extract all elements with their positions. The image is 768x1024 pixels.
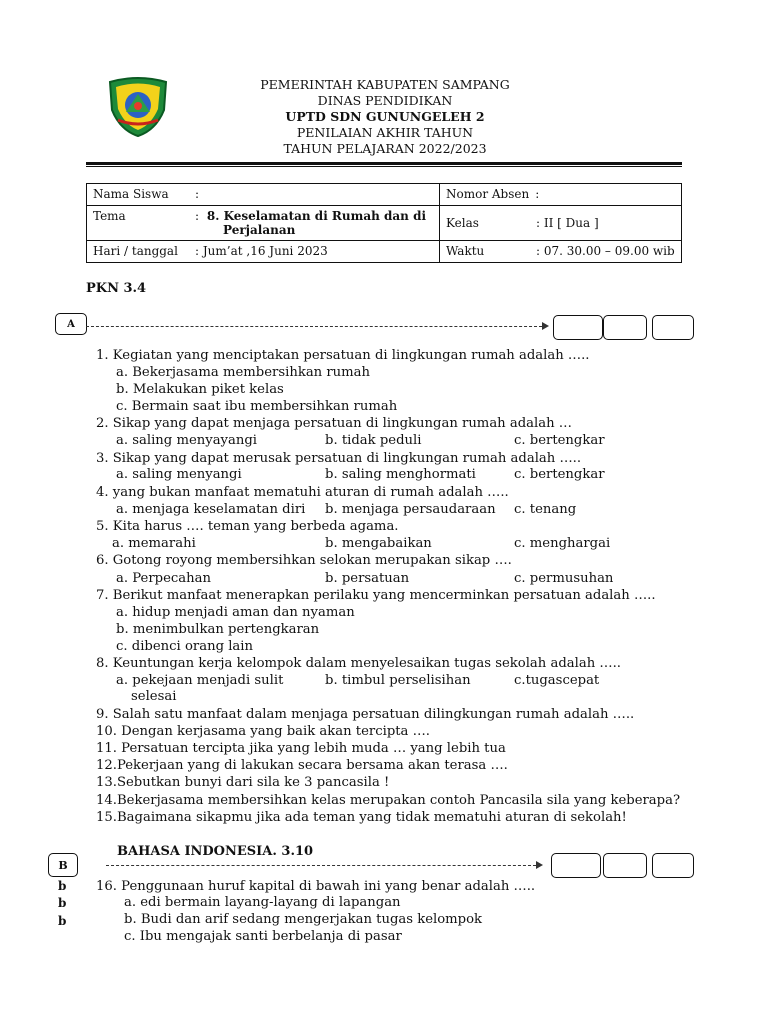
score-box-b-3[interactable] <box>652 853 694 878</box>
question-3: 3. Sikap yang dapat merusak persatuan di lingkungan rumah adalah ….. <box>96 451 582 466</box>
option-3a: a. saling menyangi <box>116 467 242 482</box>
absent-number-label: Nomor Absen <box>446 187 530 201</box>
section-a-arrow-icon <box>542 322 549 330</box>
question-10: 10. Dengan kerjasama yang baik akan tercipta …. <box>96 724 430 739</box>
side-mark-3: b <box>58 914 67 928</box>
side-mark-2: b <box>58 896 67 910</box>
section-b-title: BAHASA INDONESIA. 3.10 <box>117 844 314 859</box>
option-2c: c. bertengkar <box>514 433 605 448</box>
class-label: Kelas <box>446 216 479 230</box>
option-8c: c.tugascepat <box>514 673 600 688</box>
class-value: : II [ Dua ] <box>536 216 599 230</box>
option-1a: a. Bekerjasama membersihkan rumah <box>116 365 371 380</box>
score-box-b-2[interactable] <box>603 853 647 878</box>
theme-cell: Tema : 8. Keselamatan di Rumah dan di Perjalanan <box>87 206 440 241</box>
header-divider-thin <box>86 166 682 167</box>
option-5c: c. menghargai <box>514 536 611 551</box>
date-cell <box>87 241 440 263</box>
option-5a: a. memarahi <box>112 536 196 551</box>
question-7: 7. Berikut manfaat menerapkan perilaku yang mencerminkan persatuan adalah ….. <box>96 588 656 603</box>
score-box-b-1[interactable] <box>551 853 601 878</box>
question-15: 15.Bagaimana sikapmu jika ada teman yang tidak mematuhi aturan di sekolah! <box>96 810 627 825</box>
question-8: 8. Keuntungan kerja kelompok dalam menyelesaikan tugas sekolah adalah ….. <box>96 656 621 671</box>
option-6a: a. Perpecahan <box>116 571 211 586</box>
option-1c: c. Bermain saat ibu membersihkan rumah <box>116 399 398 414</box>
option-8b: b. timbul perselisihan <box>325 673 471 688</box>
date-label: Hari / tanggal <box>93 244 178 258</box>
theme-value: 8. Keselamatan di Rumah dan di <box>206 209 427 223</box>
option-16b: b. Budi dan arif sedang mengerjakan tugas kelompok <box>124 912 483 927</box>
header-school-year: TAHUN PELAJARAN 2022/2023 <box>283 141 487 156</box>
question-16: 16. Penggunaan huruf kapital di bawah ini yang benar adalah ….. <box>96 879 536 894</box>
time-label: Waktu <box>446 244 485 258</box>
question-6: 6. Gotong royong membersihkan selokan merupakan sikap …. <box>96 553 512 568</box>
question-5: 5. Kita harus …. teman yang berbeda agama. <box>96 519 399 534</box>
option-16a: a. edi bermain layang-layang di lapangan <box>124 895 401 910</box>
option-2b: b. tidak peduli <box>325 433 422 448</box>
header-exam-name: PENILAIAN AKHIR TAHUN <box>296 125 474 140</box>
class-cell <box>440 206 682 241</box>
header-department: DINAS PENDIDIKAN <box>317 93 453 108</box>
time-value: : 07. 30.00 – 09.00 wib <box>536 244 675 258</box>
option-6c: c. permusuhan <box>514 571 614 586</box>
score-box-a-1[interactable] <box>553 315 603 340</box>
option-5b: b. mengabaikan <box>325 536 432 551</box>
option-2a: a. saling menyayangi <box>116 433 258 448</box>
question-14: 14.Bekerjasama membersihkan kelas merupakan contoh Pancasila sila yang keberapa? <box>96 793 681 808</box>
option-6b: b. persatuan <box>325 571 410 586</box>
option-8a: a. pekejaan menjadi sulit <box>116 673 284 688</box>
student-name-label: Nama Siswa <box>93 187 169 201</box>
section-a-title: PKN 3.4 <box>86 281 147 296</box>
side-mark-1: b <box>58 879 67 893</box>
option-8c-cont: selesai <box>131 689 177 704</box>
school-emblem-logo <box>104 76 172 138</box>
question-11: 11. Persatuan tercipta jika yang lebih muda … yang lebih tua <box>96 741 506 756</box>
question-12: 12.Pekerjaan yang di lakukan secara bersama akan terasa …. <box>96 758 508 773</box>
option-1b: b. Melakukan piket kelas <box>116 382 284 397</box>
option-4c: c. tenang <box>514 502 577 517</box>
section-b-dashed-line <box>106 865 536 866</box>
absent-number-cell[interactable]: Nomor Absen : <box>440 184 682 206</box>
option-7c: c. dibenci orang lain <box>116 639 253 654</box>
option-7a: a. hidup menjadi aman dan nyaman <box>116 605 355 620</box>
student-info-table <box>86 183 682 263</box>
section-a-marker: A <box>55 313 87 335</box>
score-box-a-2[interactable] <box>603 315 647 340</box>
theme-label: Tema <box>93 209 126 223</box>
section-b-arrow-icon <box>536 861 543 869</box>
option-3b: b. saling menghormati <box>325 467 476 482</box>
section-b-marker: B <box>48 853 78 877</box>
question-2: 2. Sikap yang dapat menjaga persatuan di lingkungan rumah adalah … <box>96 416 572 431</box>
theme-value-cont: Perjalanan <box>223 223 296 237</box>
student-name-cell[interactable]: Nama Siswa : <box>87 184 440 206</box>
question-9: 9. Salah satu manfaat dalam menjaga persatuan dilingkungan rumah adalah ….. <box>96 707 635 722</box>
time-cell <box>440 241 682 263</box>
option-4a: a. menjaga keselamatan diri <box>116 502 306 517</box>
section-a-dashed-line <box>86 326 542 327</box>
score-box-a-3[interactable] <box>652 315 694 340</box>
option-7b: b. menimbulkan pertengkaran <box>116 622 320 637</box>
option-4b: b. menjaga persaudaraan <box>325 502 496 517</box>
option-16c: c. Ibu mengajak santi berbelanja di pasar <box>124 929 402 944</box>
option-3c: c. bertengkar <box>514 467 605 482</box>
header-divider-thick <box>86 162 682 165</box>
date-value: : Jum’at ,16 Juni 2023 <box>195 244 328 258</box>
question-4: 4. yang bukan manfaat mematuhi aturan di rumah adalah ….. <box>96 485 509 500</box>
header-school: UPTD SDN GUNUNGELEH 2 <box>285 109 485 124</box>
header-government: PEMERINTAH KABUPATEN SAMPANG <box>260 77 510 92</box>
question-13: 13.Sebutkan bunyi dari sila ke 3 pancasila ! <box>96 775 390 790</box>
question-1: 1. Kegiatan yang menciptakan persatuan di lingkungan rumah adalah ….. <box>96 348 590 363</box>
